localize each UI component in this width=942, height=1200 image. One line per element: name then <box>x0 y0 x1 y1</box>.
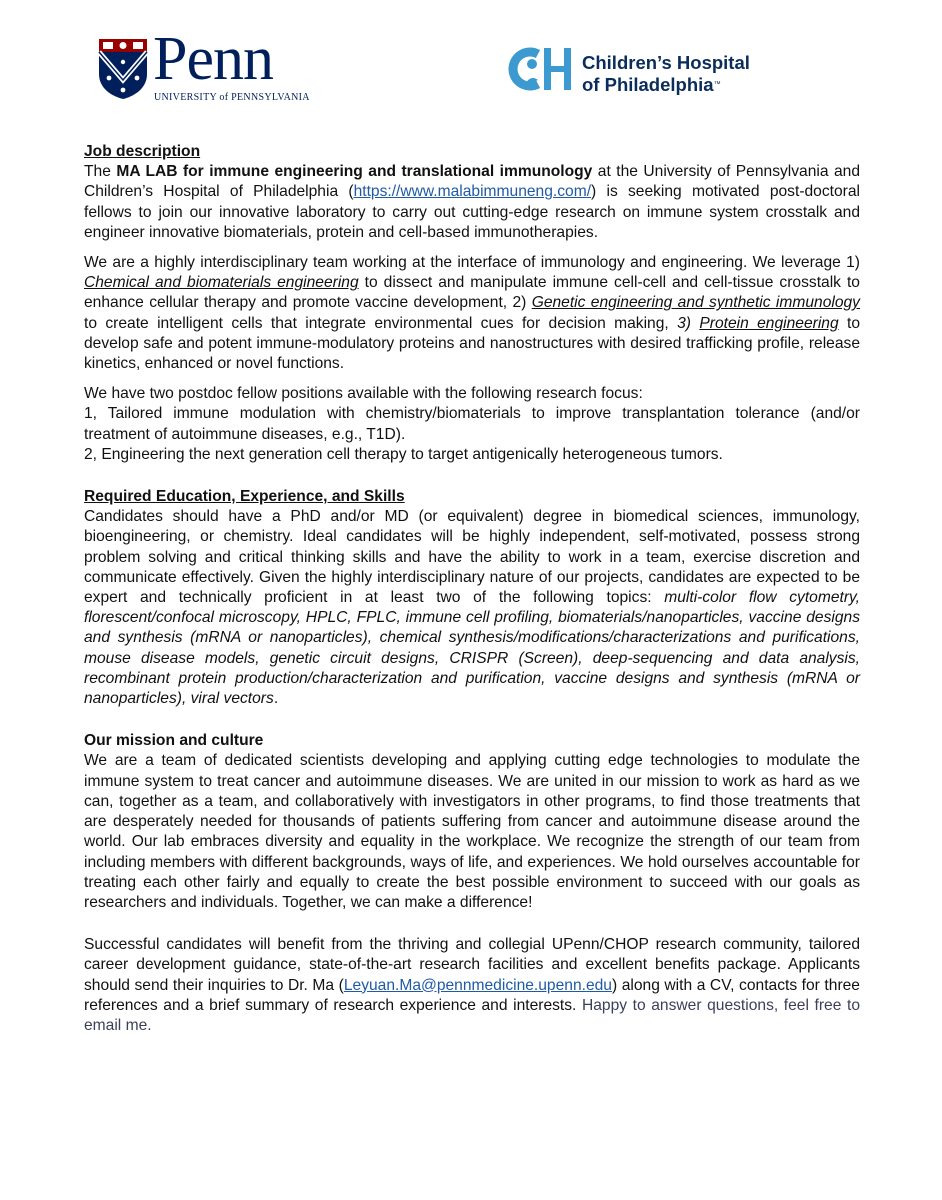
intro-paragraph: The MA LAB for immune engineering and translational immunology at the University of Pennsylvania and Children’s Hospital of Philadelphia (https://www.malabimmuneng.com/) is seeking motivated post-doctoral fellows to join our innovative laboratory to carry out cutting-edge research on immune system crosstalk and engineer innovative biomaterials, protein and cell-based immunotherapies. <box>84 163 860 241</box>
research-focus-2: 2, Engineering the next generation cell therapy to target antigenically heterogeneous tumors. <box>84 445 723 463</box>
requirements-heading: Required Education, Experience, and Skills <box>84 488 405 506</box>
research-areas-paragraph: We are a highly interdisciplinary team working at the interface of immunology and engineering. We leverage 1) Chemical and biomaterials engineering to dissect and manipulate immune cell-cell and cell-tissue crosstalk to enhance cellular therapy and promote vaccine development, 2) Genetic engineering and synthetic immunology to create intelligent cells that integrate environmental cues for decision making, 3) Protein engineering to develop safe and potent immune-modulatory proteins and nanostructures with desired trafficking profile, release kinetics, enhanced or novel functions. <box>84 254 860 373</box>
contact-email-link[interactable]: Leyuan.Ma@pennmedicine.upenn.edu <box>343 976 612 994</box>
penn-logo <box>97 25 312 108</box>
penn-shield-icon <box>97 38 149 100</box>
chop-name-line1: Children’s Hospital <box>582 52 750 73</box>
positions-intro: We have two postdoc fellow positions available with the following research focus: <box>84 385 643 403</box>
lab-website-link[interactable]: https://www.malabimmuneng.com/ <box>353 183 592 201</box>
mission-heading: Our mission and culture <box>84 732 264 750</box>
closing-note: Happy to answer questions, feel free to email me. <box>84 996 860 1034</box>
mission-paragraph: We are a team of dedicated scientists developing and applying cutting edge technologies to modulate the immune system to treat cancer and autoimmune diseases. We are united in our mission to work as hard as we can, together as a team, and collaboratively with investigators in other programs, to find those treatments that are desperately needed for thousands of patients suffering from cancer and autoimmune disease around the world. Our lab embraces diversity and equality in the workplace. We recognize the strength of our team from including members with different backgrounds, ways of life, and experiences. We hold ourselves accountable for treating each other fairly and equally to create the best possible environment to succeed with our goals as researchers and individuals. Together, we can make a difference! <box>84 752 860 911</box>
research-focus-1: 1, Tailored immune modulation with chemistry/biomaterials to improve transplantation tolerance (and/or treatment of autoimmune diseases, e.g., T1D). <box>84 405 860 443</box>
job-description-heading: Job description <box>84 143 201 160</box>
trademark-mark: ™ <box>713 81 721 88</box>
penn-subtitle: UNIVERSITY of PENNSYLVANIA <box>154 92 310 103</box>
job-posting-body <box>84 142 860 1036</box>
lab-name: MA LAB for immune engineering and translational immunology <box>116 163 593 181</box>
chop-ch-icon <box>508 44 576 94</box>
research-area-2: Genetic engineering and synthetic immunology <box>531 294 860 312</box>
requirements-paragraph: Candidates should have a PhD and/or MD (or equivalent) degree in biomedical sciences, immunology, bioengineering, or chemistry. Ideal candidates will be highly independent, self-motivated, possess strong problem solving and critical thinking skills and have the ability to work in a team, exercise discretion and communicate effectively. Given the highly interdisciplinary nature of our projects, candidates are expected to be expert and technically proficient in at least two of the following topics: multi-color flow cytometry, florescent/confocal microscopy, HPLC, FPLC, immune cell profiling, biomaterials/nanoparticles, vaccine designs and synthesis (mRNA or nanoparticles), chemical synthesis/modifications/characterizations and purifications, mouse disease models, genetic circuit designs, CRISPR (Screen), deep-sequencing and data analysis, recombinant protein production/characterization and purification, vaccine designs and synthesis (mRNA or nanoparticles), viral vectors. <box>84 508 860 708</box>
required-topics: multi-color flow cytometry, florescent/confocal microscopy, HPLC, FPLC, immune cell profiling, biomaterials/nanoparticles, vaccine designs and synthesis (mRNA or nanoparticles), chemical synthesis/modifications/characterizations and purifications, mouse disease models, genetic circuit designs, CRISPR (Screen), deep-sequencing and data analysis, recombinant protein production/characterization and purification, vaccine designs and synthesis (mRNA or nanoparticles), viral vectors <box>84 589 860 708</box>
research-area-3: Protein engineering <box>699 314 839 332</box>
chop-name-line2: of Philadelphia <box>582 74 714 95</box>
research-area-1: Chemical and biomaterials engineering <box>84 274 359 292</box>
penn-wordmark: Penn <box>153 25 273 93</box>
closing-paragraph: Successful candidates will benefit from the thriving and collegial UPenn/CHOP research community, tailored career development guidance, state-of-the-art research facilities and excellent benefits package. Applicants should send their inquiries to Dr. Ma (Leyuan.Ma@pennmedicine.upenn.edu) along with a CV, contacts for three references and a brief summary of research experience and interests. Happy to answer questions, feel free to email me. <box>84 936 860 1034</box>
chop-logo <box>508 40 808 102</box>
chop-wordmark <box>582 52 750 96</box>
